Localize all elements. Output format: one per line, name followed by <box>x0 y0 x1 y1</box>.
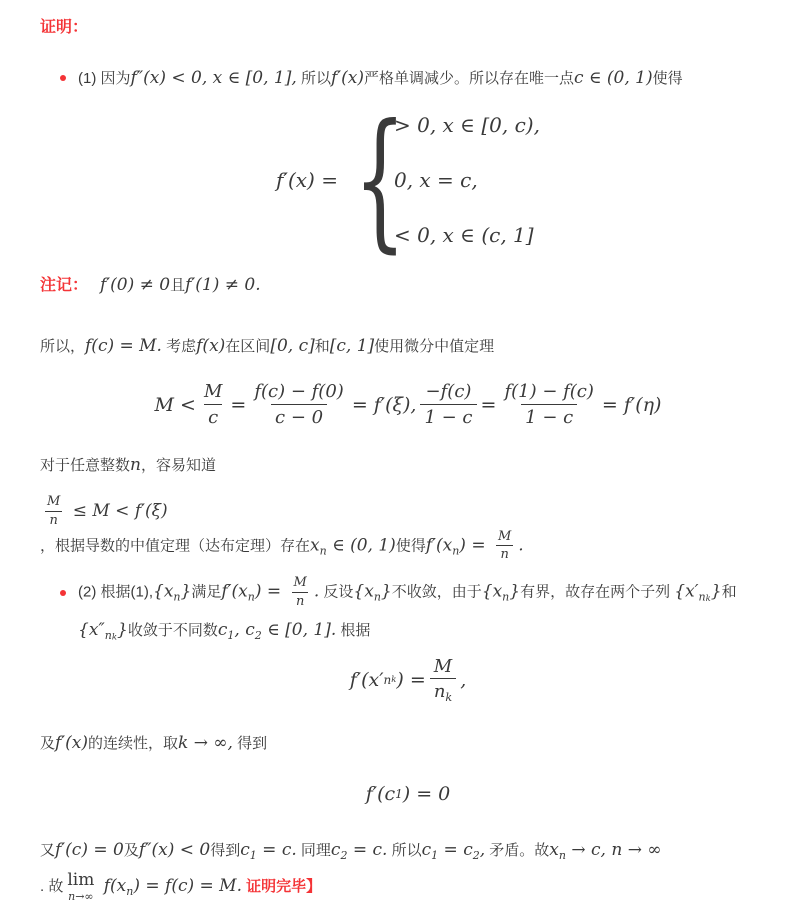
fraction: $\frac{M}{n_k}$ <box>430 656 456 705</box>
text-segment: n <box>502 590 510 604</box>
text-segment: n <box>383 673 392 688</box>
text-segment: {x <box>153 581 174 602</box>
text-segment: 严格单调减少。所以存在唯一点 <box>363 70 574 87</box>
text-segment: ) = <box>254 581 287 602</box>
text-segment: } <box>180 581 192 602</box>
text-segment: f(x) <box>196 336 226 356</box>
text-segment: 及 <box>123 842 139 860</box>
text-segment: 所以 <box>387 842 422 860</box>
text-segment: n <box>104 628 112 642</box>
text-segment: n <box>698 590 706 604</box>
text-segment: 根据 <box>336 621 371 639</box>
text-segment: 2 <box>254 628 262 642</box>
text-segment: 有界，故存在两个子列 <box>520 583 675 601</box>
paragraph-conclusion <box>40 871 776 907</box>
text-segment: {x <box>481 581 503 602</box>
text-segment: n <box>373 590 381 604</box>
text-segment: x <box>549 840 559 861</box>
text-segment: ∈ (0, 1) <box>326 535 396 556</box>
text-segment: (2) 根据(1), <box>78 583 154 601</box>
text-segment: 2 <box>472 849 480 863</box>
note-math <box>100 274 261 295</box>
piecewise-case-2: 0, x = c, <box>393 168 478 192</box>
text-segment: {x′ <box>674 581 699 602</box>
text-segment: 得到 <box>232 735 268 753</box>
text-segment: c <box>421 840 432 861</box>
text-segment: 1 <box>395 787 403 802</box>
proof-label: 证明： <box>40 19 89 36</box>
text-segment: {x″ <box>78 619 105 640</box>
text-segment: {x <box>353 581 374 602</box>
qed-label: 证明完毕】 <box>246 878 322 896</box>
text-segment: n <box>247 590 255 604</box>
text-segment: . <box>313 581 320 602</box>
text-segment: f′(x <box>425 535 453 556</box>
proof-item-2-text <box>78 576 776 652</box>
text-segment: 矛盾。故 <box>485 842 550 860</box>
text-segment: k <box>391 675 397 686</box>
text-segment: = f′(ξ), <box>351 394 417 416</box>
text-segment: 和 <box>314 338 330 355</box>
piecewise-equation <box>40 93 776 267</box>
text-segment: f′(x) <box>330 68 364 88</box>
text-segment: f′(x <box>221 581 248 602</box>
piecewise-cases <box>394 113 540 247</box>
text-segment: 反设 <box>319 583 354 601</box>
proof-item-2 <box>60 576 776 652</box>
fraction: $\frac{f(1) - f(c)}{1 - c}$ <box>504 381 594 428</box>
text-segment: n <box>452 544 460 558</box>
paragraph-contradiction <box>40 835 776 871</box>
text-segment: = f′(η) <box>601 394 662 416</box>
fraction: $\frac{M}{n}$ <box>497 529 512 563</box>
piecewise-case-3: < 0, x ∈ (c, 1] <box>393 223 534 247</box>
text-segment: = c. <box>256 840 297 861</box>
fraction: $\frac{M}{c}$ <box>203 381 223 428</box>
text-segment: f″(x) < 0 <box>138 840 211 861</box>
text-segment: } <box>117 619 128 640</box>
text-segment: k <box>111 632 118 643</box>
text-segment: 考虑 <box>161 338 197 355</box>
text-segment: M < <box>154 394 196 416</box>
text-segment: 及 <box>40 735 56 753</box>
text-segment: 1 <box>431 849 439 863</box>
text-segment: } <box>710 581 722 602</box>
text-segment: n <box>126 884 134 898</box>
limit-operator: lim n→∞ <box>67 869 95 903</box>
fraction: $\frac{f(c) - f(0)}{c - 0}$ <box>254 381 344 428</box>
fraction: $\frac{-f(c)}{1 - c}$ <box>420 381 476 428</box>
text-segment: f(x <box>98 876 127 897</box>
text-segment: ，根据导数的中值定理（达布定理）存在 <box>40 537 311 555</box>
text-segment: f′(x) <box>55 733 89 754</box>
text-segment: } <box>509 581 521 602</box>
text-segment: f′(c <box>365 783 396 806</box>
bullet-icon <box>60 590 66 596</box>
text-segment: = <box>480 394 497 416</box>
text-segment: → c, n → ∞ <box>565 840 662 861</box>
text-segment: ∈ [0, 1]. <box>261 619 337 640</box>
text-segment: 在区间 <box>225 338 271 355</box>
text-segment: ) = <box>396 669 426 692</box>
text-segment: = c <box>438 840 473 861</box>
text-segment: [0, c] <box>270 336 315 356</box>
equation-fprime-c1 <box>40 779 776 809</box>
text-segment: 满足 <box>191 583 222 601</box>
text-segment: 使得 <box>395 537 426 555</box>
text-segment: k <box>705 594 711 605</box>
text-segment: [c, 1] <box>329 336 375 356</box>
text-segment: } <box>380 581 392 602</box>
proof-item-1 <box>60 61 776 96</box>
piecewise-case-1: > 0, x ∈ [0, c), <box>393 113 540 137</box>
text-segment: 所以 <box>296 70 331 87</box>
text-segment: 2 <box>340 849 348 863</box>
bullet-icon <box>60 75 66 81</box>
text-segment: k → ∞, <box>178 733 233 754</box>
text-segment: 收敛于不同数 <box>127 621 218 639</box>
text-segment: 1 <box>227 628 235 642</box>
text-segment: ) = <box>459 535 491 556</box>
text-segment: 不收敛，由于 <box>391 583 482 601</box>
text-segment: = <box>230 394 247 416</box>
fraction: $\frac{M}{n}$ <box>293 575 307 609</box>
text-segment: ，容易知道 <box>140 457 216 474</box>
fraction: $\frac{M}{n}$ <box>47 494 61 528</box>
text-segment: 使得 <box>652 70 683 87</box>
text-segment: f″(x) < 0, x ∈ [0, 1], <box>130 68 297 88</box>
text-segment: . 故 <box>40 878 64 896</box>
text-segment: 和 <box>721 583 737 601</box>
paragraph-continuity <box>40 726 776 761</box>
text-segment: 所以， <box>40 338 86 355</box>
text-segment: 且 <box>170 277 186 294</box>
text-segment: c <box>240 840 250 861</box>
text-segment: 使用微分中值定理 <box>374 338 495 355</box>
text-segment: c <box>217 619 228 640</box>
text-segment: . <box>518 535 524 556</box>
text-segment: 的连续性，取 <box>88 735 179 753</box>
text-segment: ≤ M < f′(ξ) <box>67 501 168 521</box>
paragraph-darboux <box>40 530 776 566</box>
text-segment: f(c) = M. <box>85 336 162 356</box>
text-segment: 又 <box>40 842 56 860</box>
text-segment: n <box>319 544 327 558</box>
text-segment: f′(c) = 0 <box>55 840 124 861</box>
text-segment: , c <box>234 619 255 640</box>
text-segment: c <box>330 840 341 861</box>
proof-item-1-text <box>78 61 776 96</box>
equation-mean-value <box>40 376 776 434</box>
text-segment: f′(x′ <box>349 669 384 692</box>
text-segment: (1) 因为 <box>78 70 131 87</box>
paragraph-mvt-intro <box>40 329 776 364</box>
text-segment: x <box>310 535 320 556</box>
text-segment: ) = 0 <box>402 783 451 806</box>
note-row <box>40 272 776 295</box>
paragraph-any-integer <box>40 448 776 483</box>
piecewise-lhs: f′(x) = <box>276 168 338 192</box>
text-segment: , <box>479 840 486 861</box>
text-segment: , <box>460 669 467 692</box>
text-segment: 对于任意整数 <box>40 457 131 474</box>
text-segment: 1 <box>249 849 257 863</box>
inequality-line <box>40 493 776 530</box>
left-brace-glyph: { <box>353 93 407 267</box>
text-segment: = c. <box>347 840 388 861</box>
text-segment: n <box>173 590 181 604</box>
text-segment: 同理 <box>296 842 331 860</box>
text-segment: n <box>130 455 141 475</box>
note-label: 注记： <box>40 277 89 294</box>
text-segment: f′(0) ≠ 0 <box>100 275 171 295</box>
text-segment: n <box>558 849 566 863</box>
text-segment: 得到 <box>210 842 241 860</box>
text-segment: ) = f(c) = M. <box>133 876 242 897</box>
text-segment: f′(1) ≠ 0. <box>185 275 261 295</box>
equation-subsequence <box>40 652 776 708</box>
text-segment: c ∈ (0, 1) <box>573 68 653 88</box>
